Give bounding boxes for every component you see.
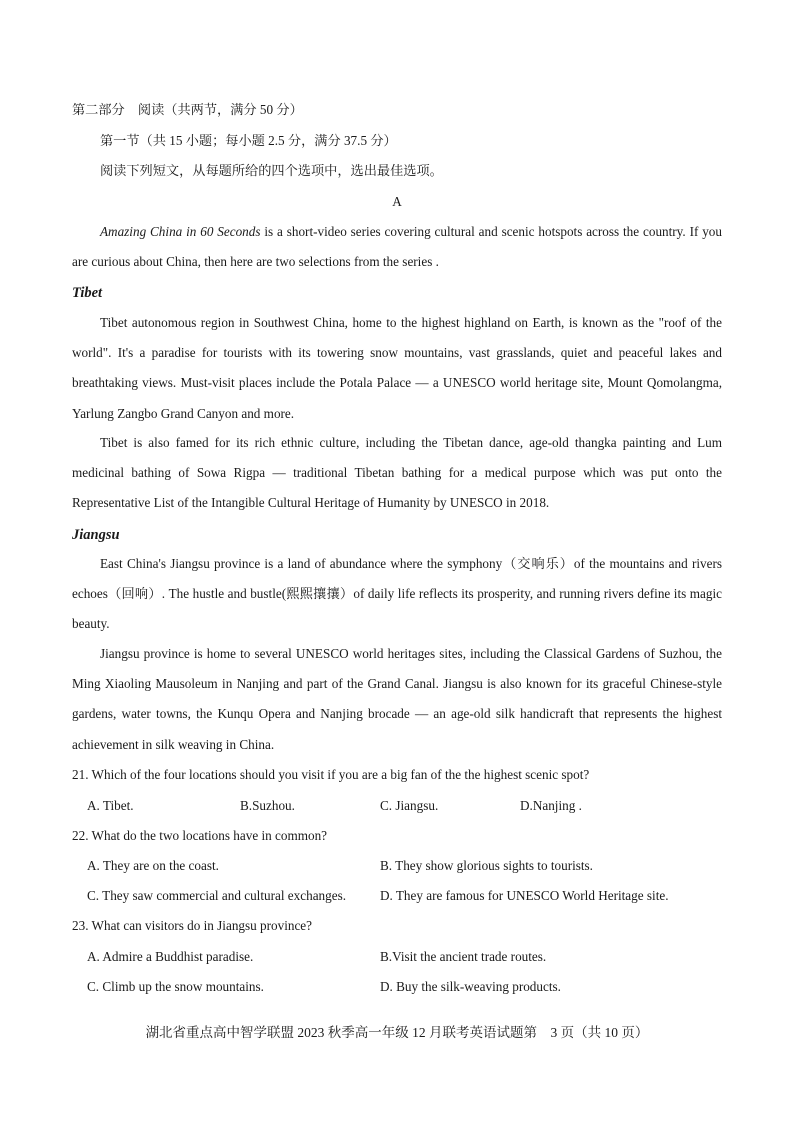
question-21-stem: 21. Which of the four locations should you visit if you are a big fan of the the highest scenic spot?: [72, 767, 590, 782]
intro-paragraph: [72, 217, 722, 277]
tibet-heading: Tibet: [72, 285, 103, 301]
tibet-paragraph-1: Tibet autonomous region in Southwest China, home to the highest highland on Earth, is known as the "roof of the world". It's a paradise for tourists with its towering snow mountains, vast grasslands, quiet and peaceful lakes and breathtaking views. Must-visit places include the Potala Palace — a UNESCO world heritage site, Mount Qomolangma, Yarlung Zangbo Grand Canyon and more.: [72, 315, 722, 421]
question-22-option-c: C. They saw commercial and cultural exchanges.: [87, 888, 347, 903]
section-header: 第一节（共 15 小题；每小题 2.5 分，满分 37.5 分）: [100, 133, 397, 148]
question-21-option-a: A. Tibet.: [87, 798, 134, 813]
question-22-option-a: A. They are on the coast.: [87, 858, 219, 873]
series-title: Amazing China in 60 Seconds: [100, 224, 261, 239]
question-22-option-d: D. They are famous for UNESCO World Heritage site.: [380, 888, 669, 903]
part-header: 第二部分 阅读（共两节，满分 50 分）: [72, 102, 303, 117]
question-21-option-d: D.Nanjing .: [520, 798, 582, 813]
page-footer: 湖北省重点高中智学联盟 2023 秋季高一年级 12 月联考英语试题第 3 页（共 10 页）: [145, 1025, 649, 1040]
question-23-option-c: C. Climb up the snow mountains.: [87, 979, 264, 994]
question-21-option-b: B.Suzhou.: [240, 798, 295, 813]
question-21-option-c: C. Jiangsu.: [380, 798, 439, 813]
passage-letter: A: [392, 194, 402, 209]
question-23-option-b: B.Visit the ancient trade routes.: [380, 949, 547, 964]
jiangsu-heading: Jiangsu: [72, 527, 120, 543]
tibet-paragraph-2: Tibet is also famed for its rich ethnic culture, including the Tibetan dance, age-old thangka painting and Lum medicinal bathing of Sowa Rigpa — traditional Tibetan bathing for a medical purpose which was put onto the Representative List of the Intangible Cultural Heritage of Humanity by UNESCO in 2018.: [72, 435, 722, 511]
question-23-stem: 23. What can visitors do in Jiangsu province?: [72, 918, 313, 933]
question-22-option-b: B. They show glorious sights to tourists.: [380, 858, 593, 873]
question-22-stem: 22. What do the two locations have in common?: [72, 828, 328, 843]
instructions: 阅读下列短文，从每题所给的四个选项中，选出最佳选项。: [100, 163, 443, 178]
jiangsu-paragraph-2: Jiangsu province is home to several UNESCO world heritages sites, including the Classical Gardens of Suzhou, the Ming Xiaoling Mausoleum in Nanjing and part of the Grand Canal. Jiangsu is also known for its graceful Chinese-style gardens, water towns, the Kunqu Opera and Nanjing brocade — an age-old silk handicraft that represents the highest achievement in silk weaving in China.: [72, 646, 722, 752]
question-23-option-a: A. Admire a Buddhist paradise.: [87, 949, 254, 964]
intro-text: is a short-video series covering cultural and scenic hotspots across the country. If you are curious about China, then here are two selections from the series .: [72, 224, 722, 270]
question-23-option-d: D. Buy the silk-weaving products.: [380, 979, 561, 994]
jiangsu-paragraph-1: East China's Jiangsu province is a land of abundance where the symphony（交响乐）of the mountains and rivers echoes（回响）. The hustle and bustle(熙熙攘攘）of daily life reflects its prosperity, and running rivers define its magic beauty.: [72, 556, 722, 632]
